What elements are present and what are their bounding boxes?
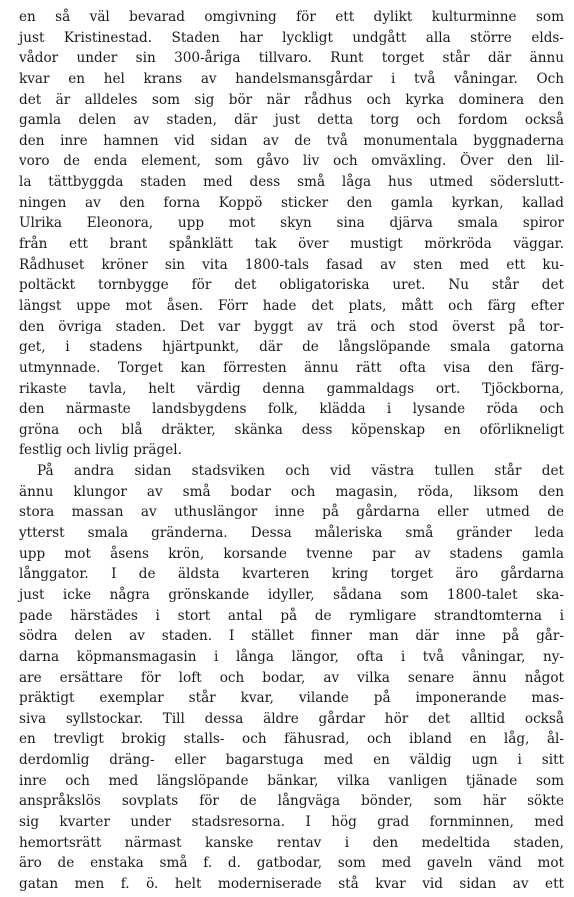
text-line: gatan men f. ö. helt moderniserade stå kvar vid sidan av ett <box>19 875 564 892</box>
text-line: gamla delen av staden, där just detta torg och fordom också <box>19 112 564 129</box>
text-line: den närmaste landsbygdens folk, klädda i lysande röda och <box>19 401 564 418</box>
text-line: just Kristinestad. Staden har lyckligt undgått alla större elds- <box>19 29 564 46</box>
text-line: gröna och blå dräkter, skänka dess köpenskap en oförlikneligt <box>19 421 564 438</box>
text-line: längst uppe mot åsen. Förr hade det plats, mått och färg efter <box>19 297 564 314</box>
text-line: get, i stadens hjärtpunkt, där de långslöpande smala gatorna <box>19 339 564 356</box>
text-line: äro de enstaka små f. d. gatbodar, som med gaveln vänd mot <box>19 855 564 872</box>
text-line: stora massan av uthuslängor inne på gårdarna eller utmed de <box>19 504 564 521</box>
text-line: ännu klungor av små bodar och magasin, röda, liksom den <box>19 483 564 500</box>
text-line: just icke några grönskande idyller, sådana som 1800-talet ska- <box>19 586 564 603</box>
text-line: vådor under sin 300-åriga tillvaro. Runt torget står där ännu <box>19 50 564 67</box>
text-line: darna köpmansmagasin i långa längor, ofta i två våningar, ny- <box>19 648 564 665</box>
paragraph-1 <box>19 7 564 461</box>
document-page <box>19 7 564 895</box>
text-line: rikaste tavla, helt värdig denna gammaldags ort. Tjöckborna, <box>19 380 564 397</box>
text-line: are ersättare för loft och bodar, av vilka senare ännu något <box>19 669 564 686</box>
text-line: den inre hamnen vid sidan av de två monumentala byggnaderna <box>19 132 564 149</box>
text-line: anspråkslös sovplats för de långväga bönder, som här sökte <box>19 793 564 810</box>
text-line: voro de enda element, som gåvo liv och omväxling. Över den lil- <box>19 153 564 170</box>
text-line: På andra sidan stadsviken och vid västra tullen står det <box>37 463 564 480</box>
text-line: den övriga staden. Det var byggt av trä och stod överst på tor- <box>19 318 564 335</box>
text-line: festlig och livlig prägel. <box>19 442 182 459</box>
text-line: la tättbyggda staden med dess små låga hus utmed söderslutt- <box>19 174 564 191</box>
text-line: präktigt exemplar står kvar, vilande på imponerande mas- <box>19 690 564 707</box>
text-line: utmynnade. Torget kan förresten ännu rätt ofta visa den färg- <box>19 359 564 376</box>
text-line: ytterst smala gränderna. Dessa måleriska små gränder leda <box>19 525 564 542</box>
text-line: en så väl bevarad omgivning för ett dylikt kulturminne som <box>19 9 564 25</box>
text-line: upp mot åsens krön, korsande tvenne par av stadens gamla <box>19 545 564 562</box>
text-line: det är alldeles som sig bör när rådhus och kyrka dominera den <box>19 91 564 108</box>
text-line: pade härstädes i stort antal på de rymligare strandtomterna i <box>19 607 564 624</box>
text-line: siva syllstockar. Till dessa äldre gårdar hör det alltid också <box>19 710 564 727</box>
text-line: sig kvarter under stadsresorna. I hög grad fornminnen, med <box>19 813 564 830</box>
text-line: södra delen av staden. I stället finner man där inne på går- <box>19 628 564 645</box>
text-line: inre och med längslöpande bänkar, vilka vanligen tjänade som <box>19 772 564 789</box>
text-line: poltäckt tornbygge för det obligatoriska uret. Nu står det <box>19 277 564 294</box>
text-line: långgator. I de äldsta kvarteren kring torget äro gårdarna <box>19 566 564 583</box>
text-line: Rådhuset kröner sin vita 1800-tals fasad av sten med ett ku- <box>19 256 564 273</box>
text-line: från ett brant spånklätt tak över mustigt mörkröda väggar. <box>19 236 564 253</box>
paragraph-2 <box>19 461 564 894</box>
text-line: hemortsrätt närmast kanske rentav i den medeltida staden, <box>19 834 564 851</box>
text-line: ningen av den forna Koppö sticker den gamla kyrkan, kallad <box>19 194 564 211</box>
text-line: derdomlig dräng- eller bagarstuga med en väldig ugn i sitt <box>19 752 564 769</box>
text-line: Ulrika Eleonora, upp mot skyn sina djärva smala spiror <box>19 215 564 232</box>
text-line: en trevligt brokig stalls- och fähusrad, och ibland en låg, ål- <box>19 731 564 748</box>
text-line: kvar en hel krans av handelsmansgårdar i två våningar. Och <box>19 70 564 87</box>
